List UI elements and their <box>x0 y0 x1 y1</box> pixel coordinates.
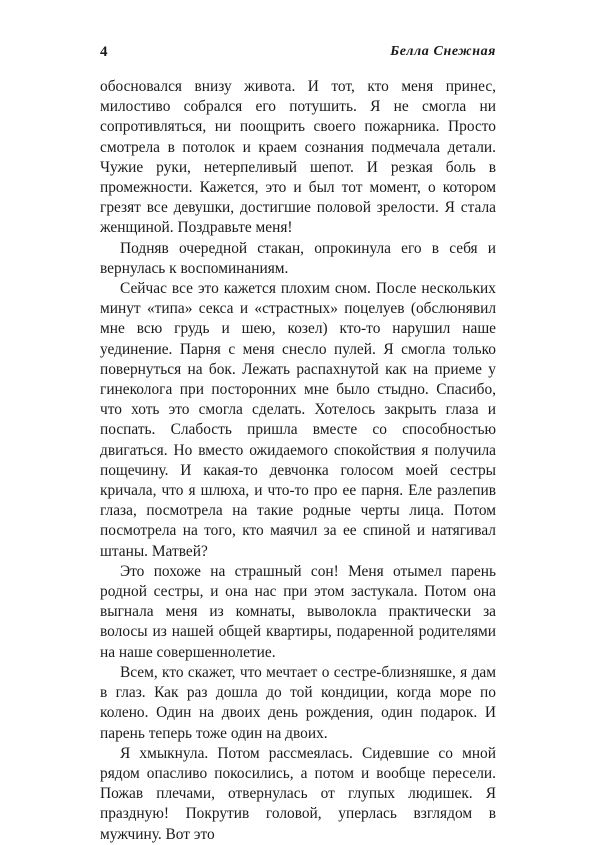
paragraph: Всем, кто скажет, что мечтает о сестре-близняшке, я дам в глаз. Как раз дошла до той кондиции, когда море по колено. Один на двоих день рождения, один подарок. И парень теперь тоже один на двоих. <box>100 663 496 742</box>
paragraph: Подняв очередной стакан, опрокинула его в себя и вернулась к воспоминаниям. <box>100 239 496 277</box>
page-number: 4 <box>100 44 108 60</box>
running-title: Белла Снежная <box>390 44 496 59</box>
paragraph: Я хмыкнула. Потом рассмеялась. Сидевшие со мной рядом опасливо покосились, а потом и вообще пересели. Пожав плечами, отвернулась от глупых людишек. Я праздную! Покрутив головой, уперлась взглядом в мужчину. Вот это <box>100 744 496 843</box>
paragraph: обосновался внизу живота. И тот, кто меня принес, милостиво собрался его потушить. Я не смогла ни сопротивляться, ни поощрить своего пожарника. Просто смотрела в потолок и краем сознания подмечала детали. Чужие руки, нетерпеливый шепот. И резкая боль в промежности. Кажется, это и был тот момент, о котором грезят все девушки, достигшие половой зрелости. Я стала женщиной. Поздравьте меня! <box>100 78 496 237</box>
page-header <box>100 41 496 63</box>
paragraph: Сейчас все это кажется плохим сном. После нескольких минут «типа» секса и «страстных» поцелуев (обслюнявил мне всю грудь и шею, козел) кто-то нарушил наше уединение. Парня с меня снесло пулей. Я смогла только повернуться на бок. Лежать распахнутой как на приеме у гинеколога при посторонних мне было стыдно. Спасибо, что хоть это смогла сделать. Хотелось закрыть глаза и поспать. Слабость пришла вместе со способностью двигаться. Но вместо ожидаемого спокойствия я получила пощечину. И какая-то девчонка голосом моей сестры кричала, что я шлюха, и что-то про ее парня. Еле разлепив глаза, посмотрела на такие родные черты лица. Потом посмотрела на того, кто маячил за ее спиной и натягивал штаны. Матвей? <box>100 280 496 560</box>
body-text <box>100 77 496 845</box>
paragraph: Это похоже на страшный сон! Меня отымел парень родной сестры, и она нас при этом застукала. Потом она выгнала меня из комнаты, выволокла практически за волосы из нашей общей квартиры, подаренной родителями на наше совершеннолетие. <box>100 562 496 661</box>
